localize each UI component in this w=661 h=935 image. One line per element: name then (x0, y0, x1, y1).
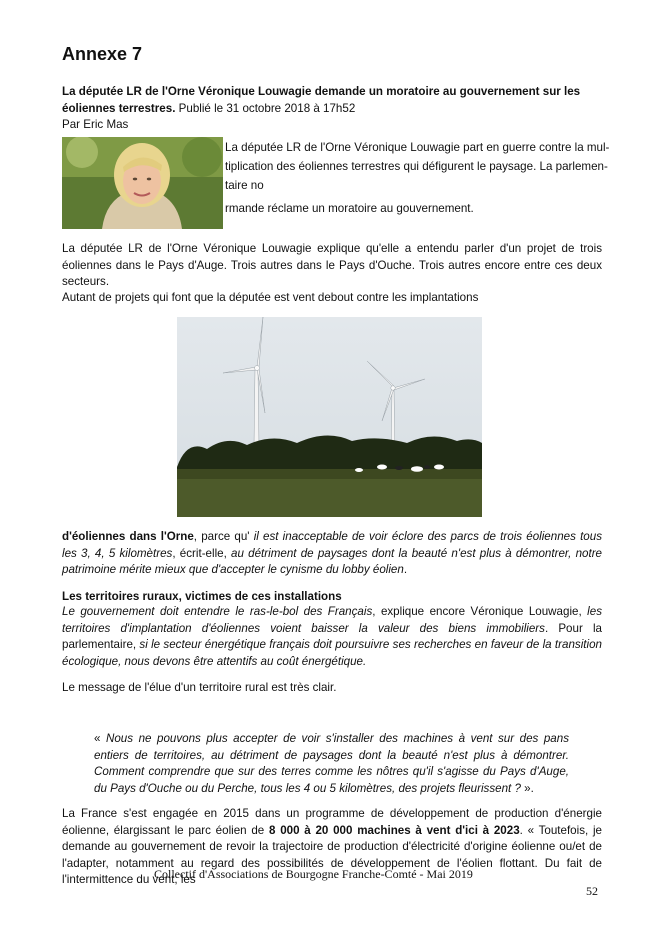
quote-open: « (94, 732, 106, 745)
page-footer: Collectif d'Associations de Bourgogne Franche-Comté - Mai 2019 (154, 867, 473, 881)
intro-line-4: rmande réclame un moratoire au gouvernement. (225, 202, 474, 215)
quote-text: Nous ne pouvons plus accepter de voir s'installer des machines à vent sur des pans entiers de territoires, au détriment de paysages dont la beauté n'est plus à démontrer. Comment comprendre que sur des terres comme les nôtres qu'il s'agisse du Pays d'Auge, du Pays d'Ouche ou du Perche, tous les 4 ou 5 kilomètres, des projets fleurissent ? (94, 732, 570, 795)
p3-bold: d'éoliennes dans l'Orne (62, 530, 194, 543)
p6-bold: 8 000 à 20 000 machines à vent d'ici à 2023 (269, 823, 520, 837)
section-heading: Les territoires ruraux, victimes de ces installations (62, 590, 342, 603)
p3-text-3: . (403, 563, 408, 576)
wind-turbines-photo (177, 317, 482, 517)
headline-text: La députée LR de l'Orne Véronique Louwagie demande un moratoire au gouvernement sur les éoliennes terrestres. (62, 85, 581, 115)
publish-date: Publié le 31 octobre 2018 à 17h52 (175, 101, 356, 115)
p6-text-2: . « Toutefois, je demande au gouvernement de revoir la trajectoire de production d'électricité d'origine éolienne ou/et de l'adapter, notamment au regard des possibilités de développement de l'éolien flottant. Du fait de l'intermittence du vent, les (62, 823, 602, 886)
p4-text-1: , explique encore Véronique Louwagie, (372, 605, 588, 618)
intro-line-3: taire no (225, 179, 264, 192)
paragraph-5: Le message de l'élue d'un territoire rural est très clair. (62, 681, 337, 694)
p4-italic-3: si le secteur énergétique français doit poursuivre ses recherches en faveur de la transition écologique, nous devons être attentifs au coût énergétique. (62, 638, 602, 668)
byline: Par Eric Mas (62, 118, 129, 131)
paragraph-4 (62, 604, 602, 670)
intro-line-2: tiplication des éoliennes terrestres qui défigurent le paysage. La parlemen- (225, 160, 608, 173)
block-quote (94, 731, 569, 797)
p6-text-1: La France s'est engagée en 2015 dans un programme de développement de production d'énergie éolienne, élargissant le parc éolien de (62, 807, 602, 837)
paragraph-2: Autant de projets qui font que la députée est vent debout contre les implantations (62, 291, 479, 304)
article-headline (62, 84, 602, 117)
paragraph-1: La députée LR de l'Orne Véronique Louwagie explique qu'elle a entendu parler d'un projet de trois éoliennes dans le Pays d'Auge. Trois autres dans le Pays d'Ouche. Trois autres encore entre ces deux secteurs. (62, 242, 602, 288)
quote-close: ». (520, 781, 534, 795)
p4-italic-2: les territoires d'implantation d'éoliennes voient baisser la valeur des biens immobiliers (62, 605, 602, 635)
intro-line-1: La députée LR de l'Orne Véronique Louwagie part en guerre contre la mul- (225, 141, 610, 154)
page-number: 52 (586, 884, 598, 898)
p4-text-2: . Pour la parlementaire, (62, 621, 602, 651)
p3-text-2: , écrit-elle, (172, 546, 232, 560)
p3-text-1: , parce qu' (193, 530, 254, 543)
annex-title: Annexe 7 (62, 44, 143, 64)
paragraph-3 (62, 529, 602, 579)
p3-italic-2: au détriment de paysages dont la beauté n'est plus à démontrer, notre patrimoine mérite mieux que d'accepter le cynisme du lobby éolien (62, 546, 602, 576)
p3-italic-1: il est inacceptable de voir éclore des parcs de trois éoliennes tous les 3, 4, 5 kilomètres (62, 530, 602, 560)
p4-italic-1: Le gouvernement doit entendre le ras-le-bol des Français (62, 605, 373, 618)
portrait-photo (62, 137, 223, 229)
